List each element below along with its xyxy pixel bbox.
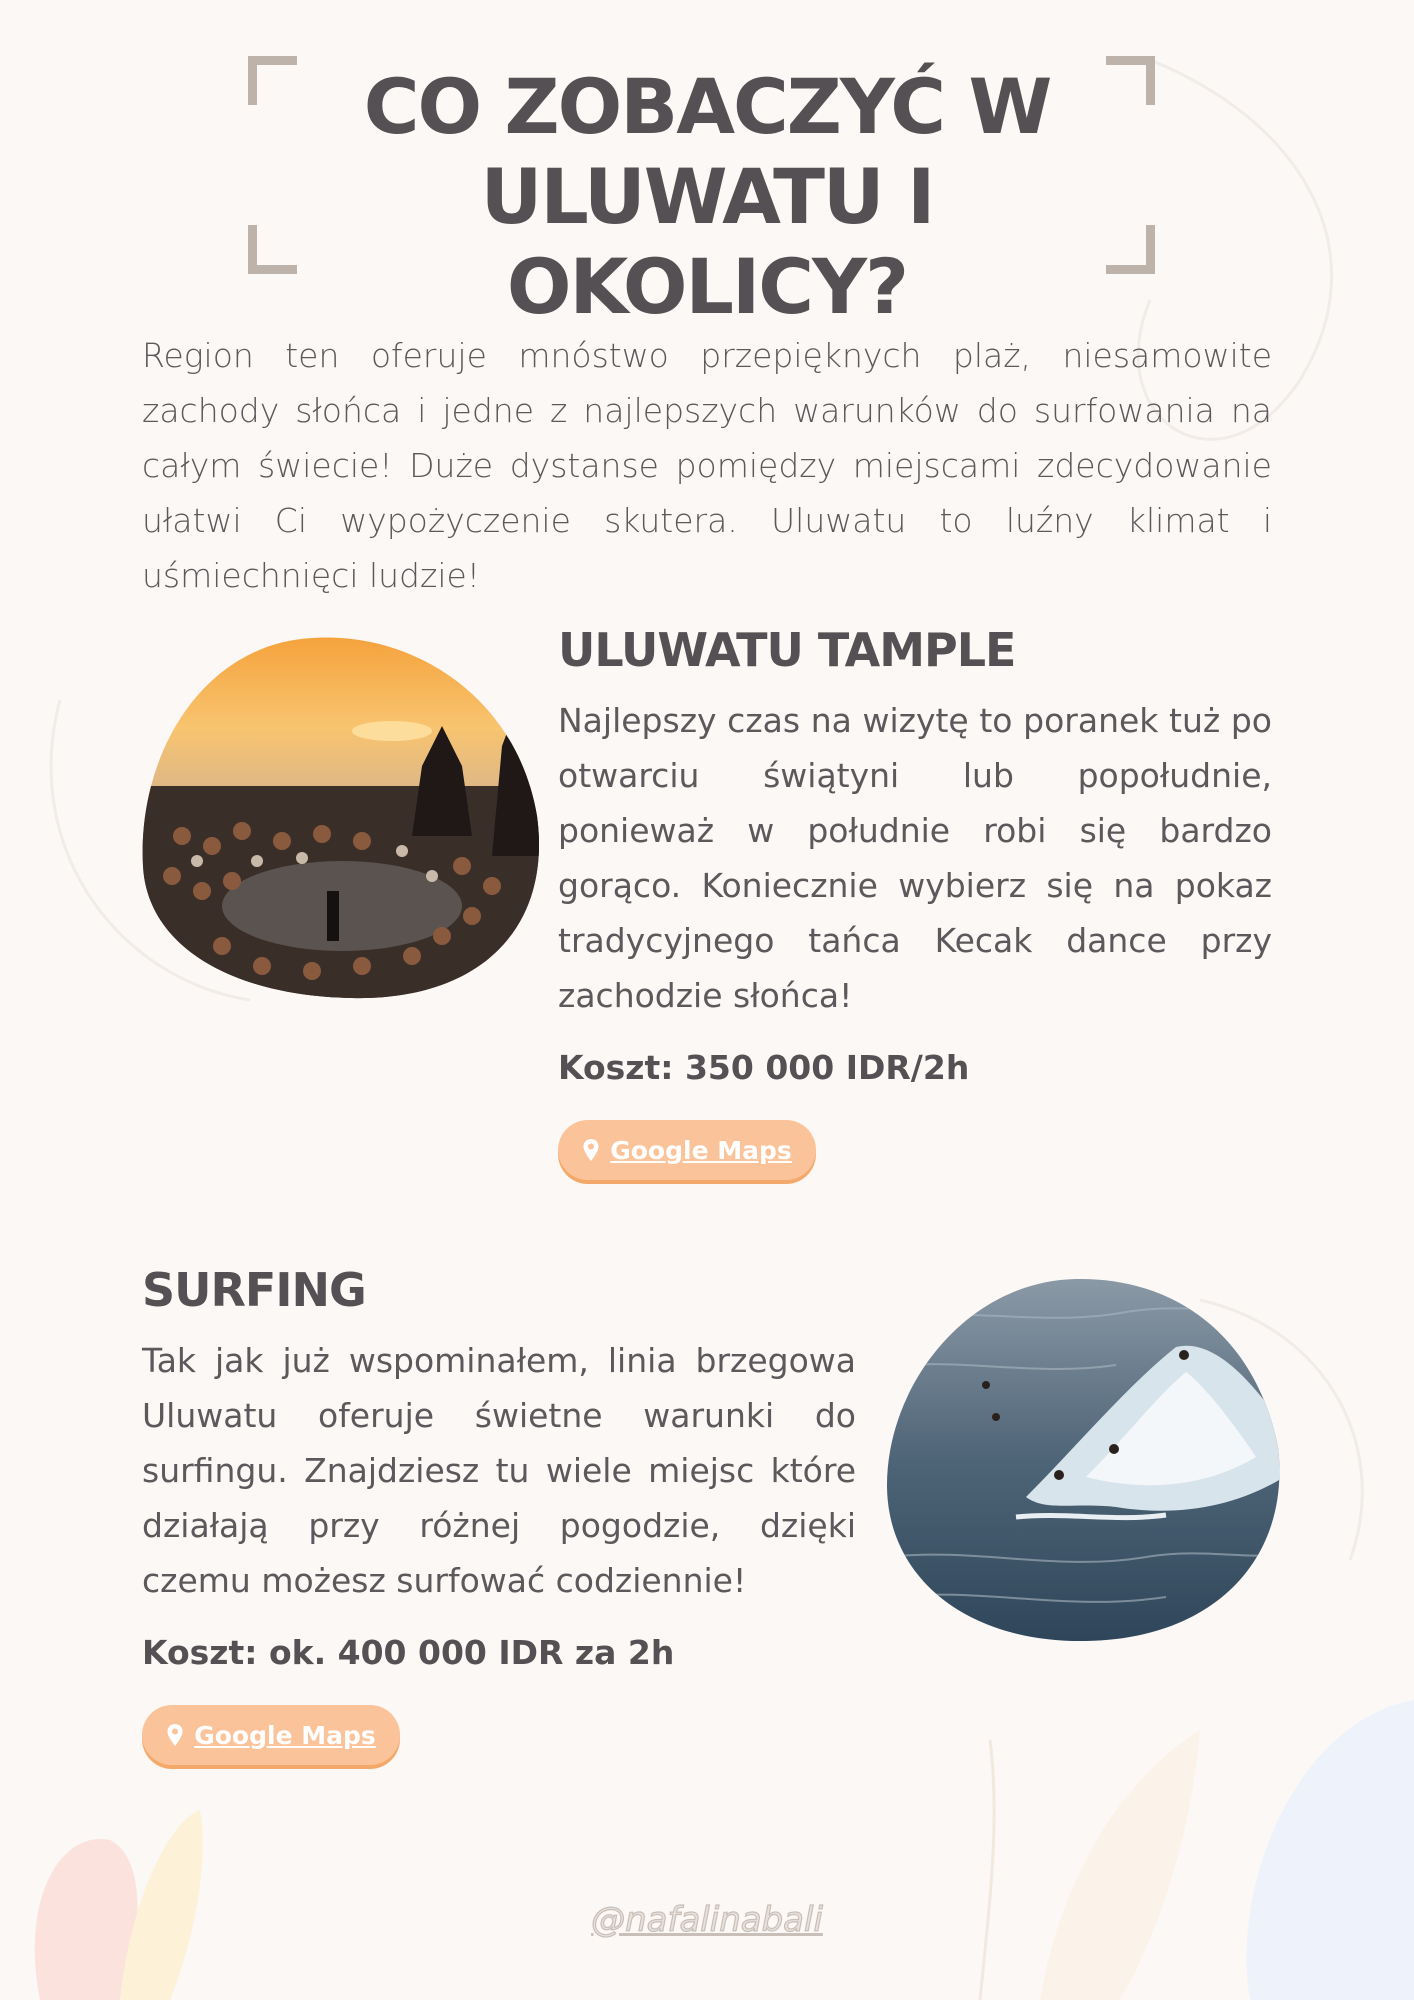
uluwatu-temple-heading: ULUWATU TAMPLE	[558, 623, 1016, 677]
google-maps-label: Google Maps	[610, 1135, 792, 1165]
surfing-description: Tak jak już wspominałem, linia brzegowa Uluwatu oferuje świetne warunki do surfingu. Znajdziesz tu wiele miejsc które działają przy różnej pogodzie, dzięki czemu możesz surfować codziennie!	[142, 1341, 856, 1600]
uluwatu-temple-google-maps-button[interactable]	[558, 1120, 816, 1180]
surfing-cost: Koszt: ok. 400 000 IDR za 2h	[142, 1633, 675, 1672]
google-maps-label: Google Maps	[194, 1720, 376, 1750]
map-pin-icon	[166, 1723, 184, 1747]
map-pin-icon	[582, 1138, 600, 1162]
intro-paragraph: Region ten oferuje mnóstwo przepięknych plaż, niesamowite zachody słońca i jedne z najlepszych warunków do surfowania na całym świecie! Duże dystanse pomiędzy miejscami zdecydowanie ułatwi Ci wypożyczenie skutera. Uluwatu to luźny klimat i uśmiechnięci ludzie!	[142, 336, 1272, 595]
surfing-heading: SURFING	[142, 1263, 366, 1317]
uluwatu-temple-description: Najlepszy czas na wizytę to poranek tuż po otwarciu świątyni lub popołudnie, ponieważ w południe robi się bardzo gorąco. Koniecznie wybierz się na pokaz tradycyjnego tańca Kecak dance przy zachodzie słońca!	[558, 701, 1272, 1015]
page-title: CO ZOBACZYĆ W ULUWATU I OKOLICY?	[363, 62, 1051, 331]
uluwatu-temple-cost: Koszt: 350 000 IDR/2h	[558, 1048, 970, 1087]
surfing-photo	[886, 1277, 1284, 1643]
surfing-google-maps-button[interactable]	[142, 1705, 400, 1765]
uluwatu-temple-photo	[142, 636, 542, 1002]
footer-handle: @nafalinabali	[591, 1900, 823, 1940]
